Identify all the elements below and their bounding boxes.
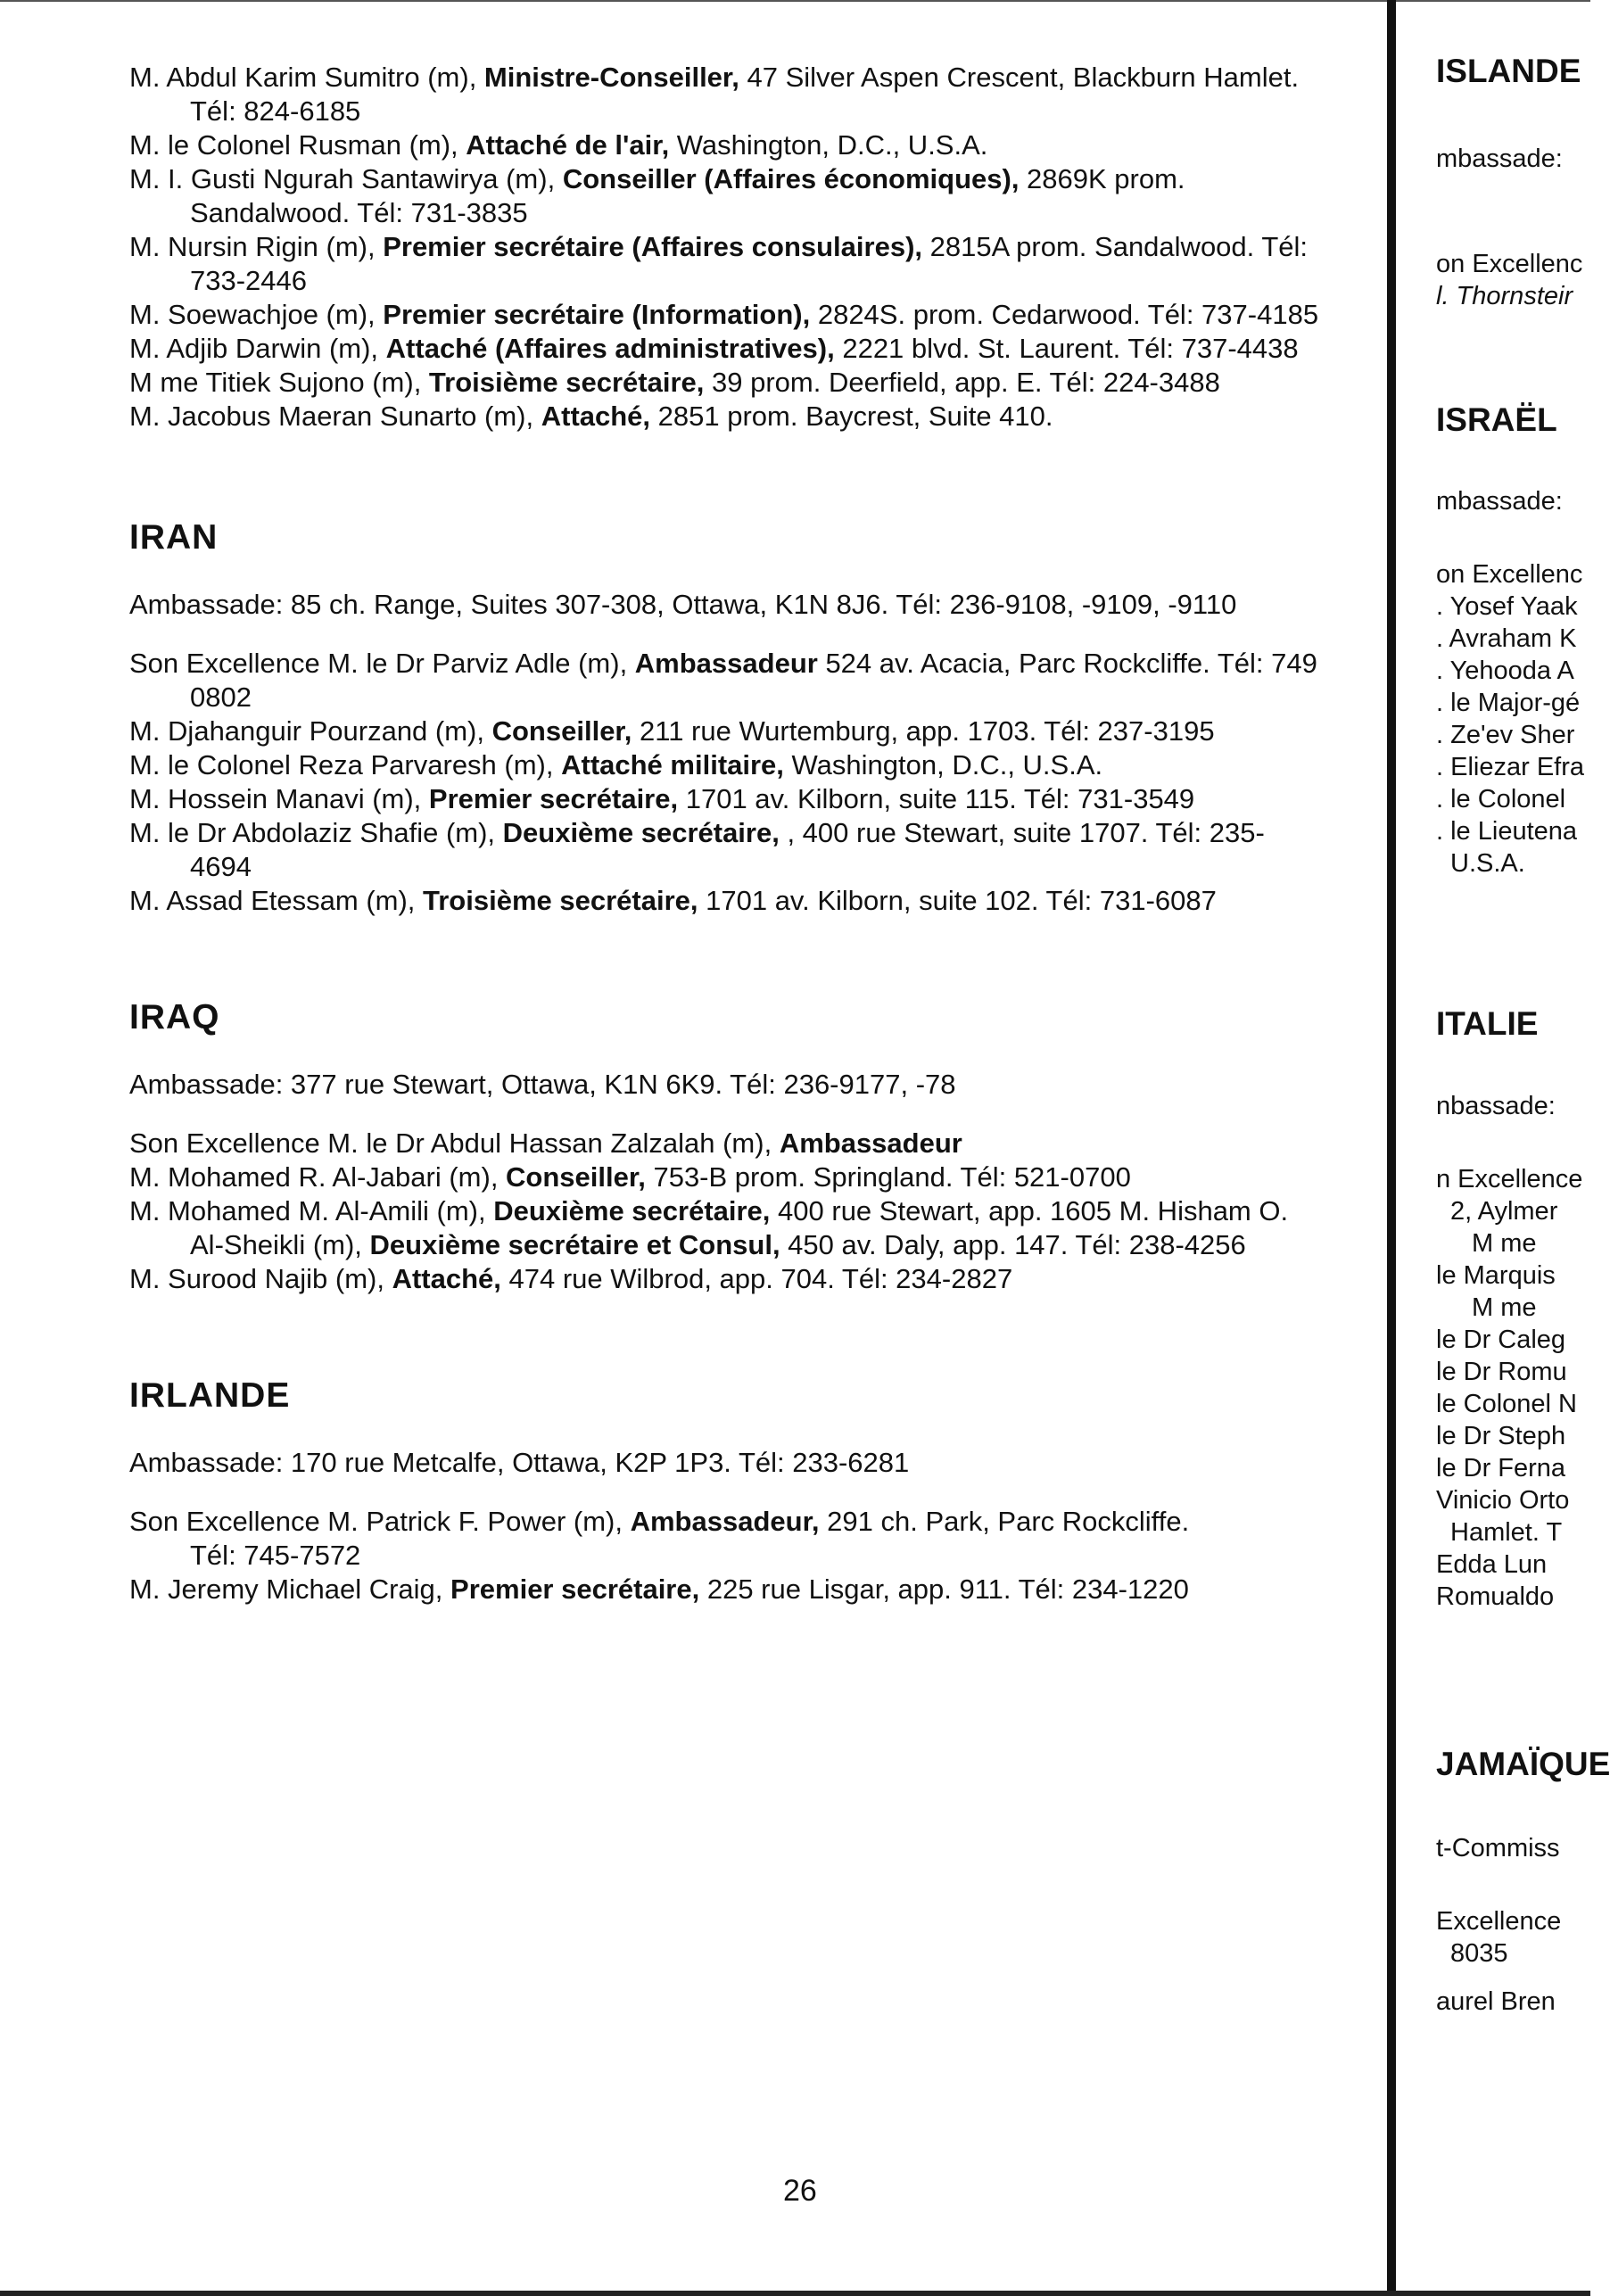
entry-text: 753-B prom. Springland. Tél: 521-0700 [645, 1161, 1131, 1193]
page-number: 26 [783, 2174, 817, 2208]
fragment-line: Excellence [1436, 1907, 1562, 1936]
directory-entry-line [129, 1505, 1396, 1539]
entry-text: 4694 [190, 851, 252, 882]
entry-text: M. Adjib Darwin (m), [129, 333, 386, 364]
fragment-line: Romualdo [1436, 1582, 1555, 1611]
entry-title: Troisième secrétaire, [428, 367, 705, 398]
fragment-line: n Excellence [1436, 1165, 1583, 1193]
entries-list [129, 647, 1396, 918]
entry-title: Troisième secrétaire, [423, 885, 698, 916]
entry-text: M. le Dr Abdolaziz Shafie (m), [129, 817, 503, 848]
directory-entry-line [129, 782, 1396, 816]
entry-title: Conseiller (Affaires économiques), [562, 163, 1020, 194]
entry-text: M. Djahanguir Pourzand (m), [129, 715, 492, 747]
directory-entry-line [129, 196, 1396, 230]
entry-text: Son Excellence M. le Dr Parviz Adle (m), [129, 648, 635, 679]
entry-text: Al-Sheikli (m), [190, 1229, 370, 1260]
directory-entry-line [129, 1228, 1396, 1262]
entry-title: Deuxième secrétaire, [493, 1195, 771, 1226]
bottom-border [0, 2291, 1590, 2296]
fragment-line: Hamlet. T [1450, 1518, 1563, 1547]
directory-entry-line [129, 1573, 1396, 1606]
entry-text: 2851 prom. Baycrest, Suite 410. [650, 401, 1053, 432]
entry-text: 474 rue Wilbrod, app. 704. Tél: 234-2827 [500, 1263, 1013, 1294]
section-iran [129, 518, 1396, 918]
entry-text: M. Mohamed M. Al-Amili (m), [129, 1195, 494, 1226]
fragment-line: . Ze'ev Sher [1436, 721, 1575, 749]
entry-text: Washington, D.C., U.S.A. [669, 129, 988, 161]
entry-text: M. Hossein Manavi (m), [129, 783, 429, 814]
heading-islande: ISLANDE [1436, 53, 1581, 89]
section-irlande [129, 1376, 1396, 1606]
entry-text: 291 ch. Park, Parc Rockcliffe. [819, 1506, 1190, 1537]
entry-text: Tél: 745-7572 [190, 1540, 361, 1571]
ambassade-line: Ambassade: 377 rue Stewart, Ottawa, K1N 6K9. Tél: 236-9177, -78 [129, 1069, 956, 1100]
entry-text: 2815A prom. Sandalwood. Tél: [922, 231, 1309, 262]
entry-text: 47 Silver Aspen Crescent, Blackburn Hamlet. [739, 62, 1300, 93]
entry-title: Conseiller, [491, 715, 632, 747]
fragment-line: t-Commiss [1436, 1834, 1560, 1862]
fragment-line: . le Lieutena [1436, 817, 1578, 846]
entry-title: Deuxième secrétaire et Consul, [369, 1229, 780, 1260]
entry-text: Sandalwood. Tél: 731-3835 [190, 197, 528, 228]
entry-title: Attaché de l'air, [466, 129, 670, 161]
left-column [129, 61, 1396, 1606]
ambassade-line: Ambassade: 170 rue Metcalfe, Ottawa, K2P 1P3. Tél: 233-6281 [129, 1447, 910, 1478]
entry-title: Attaché (Affaires administratives), [385, 333, 835, 364]
top-border [0, 0, 1590, 2]
fragment-line: . Avraham K [1436, 624, 1577, 653]
entry-text: M. le Colonel Reza Parvaresh (m), [129, 749, 562, 780]
entry-text: Washington, D.C., U.S.A. [783, 749, 1103, 780]
ambassade-line: Ambassade: 85 ch. Range, Suites 307-308, Ottawa, K1N 8J6. Tél: 236-9108, -9109, -9110 [129, 589, 1237, 620]
entry-text: M. Nursin Rigin (m), [129, 231, 384, 262]
fragment-line: . le Colonel [1436, 785, 1566, 814]
entry-text: 524 av. Acacia, Parc Rockcliffe. Tél: 749 [817, 648, 1317, 679]
entry-title: Ambassadeur [634, 648, 818, 679]
directory-entry-line [129, 298, 1396, 332]
entry-text: Tél: 824-6185 [190, 95, 361, 127]
entry-text: , 400 rue Stewart, suite 1707. Tél: 235- [779, 817, 1265, 848]
fragment-line: 2, Aylmer [1450, 1197, 1558, 1226]
directory-entry-line [129, 647, 1396, 681]
fragment-line: M me [1472, 1293, 1537, 1322]
directory-entry-line [129, 1194, 1396, 1228]
fragment-line: 8035 [1450, 1939, 1508, 1968]
entry-text: 2869K prom. [1019, 163, 1185, 194]
entry-title: Premier secrétaire, [428, 783, 679, 814]
entry-text: M. Assad Etessam (m), [129, 885, 424, 916]
adjacent-page-fragment [1418, 0, 1610, 2296]
heading-italie: ITALIE [1436, 1005, 1539, 1042]
entry-text: M. Jeremy Michael Craig, [129, 1573, 451, 1605]
directory-entry-line [129, 366, 1396, 400]
entries-list [129, 1505, 1396, 1606]
entry-title: Attaché militaire, [561, 749, 784, 780]
entry-text: M. le Colonel Rusman (m), [129, 129, 466, 161]
fragment-line: le Dr Romu [1436, 1358, 1567, 1386]
entry-text: M me Titiek Sujono (m), [129, 367, 429, 398]
section-iraq [129, 998, 1396, 1296]
fragment-line: M me [1472, 1229, 1537, 1258]
fragment-line: le Colonel N [1436, 1390, 1577, 1418]
entry-title: Conseiller, [506, 1161, 646, 1193]
entry-text: M. Soewachjoe (m), [129, 299, 384, 330]
fragment-line: mbassade: [1436, 487, 1563, 516]
entry-text: 39 prom. Deerfield, app. E. Tél: 224-3488 [704, 367, 1220, 398]
entry-title: Premier secrétaire (Information), [383, 299, 811, 330]
entry-text: 2221 blvd. St. Laurent. Tél: 737-4438 [834, 333, 1299, 364]
entry-title: Ambassadeur, [630, 1506, 820, 1537]
entry-text: M. Surood Najib (m), [129, 1263, 392, 1294]
directory-entry-line [129, 1127, 1396, 1160]
fragment-line: . Eliezar Efra [1436, 753, 1584, 781]
fragment-line: . Yehooda A [1436, 657, 1574, 685]
fragment-line: le Marquis [1436, 1261, 1556, 1290]
section-heading-iran: IRAN [129, 518, 219, 557]
section-heading-iraq: IRAQ [129, 998, 220, 1037]
directory-entry-line [129, 264, 1396, 298]
entry-text: 1701 av. Kilborn, suite 115. Tél: 731-3549 [678, 783, 1195, 814]
directory-entry-line [129, 128, 1396, 162]
directory-entry-line [129, 1539, 1396, 1573]
entry-text: M. Jacobus Maeran Sunarto (m), [129, 401, 541, 432]
fragment-line: l. Thornsteir [1436, 282, 1573, 310]
entry-title: Premier secrétaire, [450, 1573, 700, 1605]
entry-title: Deuxième secrétaire, [502, 817, 780, 848]
directory-entry-line [129, 162, 1396, 196]
fragment-line: on Excellenc [1436, 560, 1583, 589]
fragment-line: Edda Lun [1436, 1550, 1548, 1579]
entries-list [129, 1127, 1396, 1296]
directory-entry-line [129, 816, 1396, 850]
directory-entry-line [129, 1262, 1396, 1296]
entry-text: 733-2446 [190, 265, 308, 296]
entry-text: 1701 av. Kilborn, suite 102. Tél: 731-6087 [698, 885, 1217, 916]
directory-entry-line [129, 95, 1396, 128]
directory-entry-line [129, 714, 1396, 748]
directory-entry-line [129, 61, 1396, 95]
entry-text: M. Abdul Karim Sumitro (m), [129, 62, 484, 93]
entry-text: 400 rue Stewart, app. 1605 M. Hisham O. [770, 1195, 1289, 1226]
entry-text: M. I. Gusti Ngurah Santawirya (m), [129, 163, 563, 194]
directory-entry-line [129, 748, 1396, 782]
entry-text: Son Excellence M. Patrick F. Power (m), [129, 1506, 631, 1537]
indonesia-continued-block [129, 61, 1396, 434]
directory-entry-line [129, 850, 1396, 884]
entry-text: 450 av. Daly, app. 147. Tél: 238-4256 [780, 1229, 1246, 1260]
heading-jamaique: JAMAÏQUE [1436, 1746, 1610, 1782]
entry-title: Premier secrétaire (Affaires consulaires), [383, 231, 923, 262]
entry-text: Son Excellence M. le Dr Abdul Hassan Zalzalah (m), [129, 1127, 780, 1159]
fragment-line: U.S.A. [1450, 849, 1525, 878]
entry-text: 211 rue Wurtemburg, app. 1703. Tél: 237-3195 [632, 715, 1215, 747]
entry-title: Ambassadeur [779, 1127, 962, 1159]
fragment-line: aurel Bren [1436, 1987, 1556, 2016]
directory-entry-line [129, 332, 1396, 366]
fragment-line: le Dr Steph [1436, 1422, 1566, 1450]
entry-title: Attaché, [392, 1263, 501, 1294]
fragment-line: . Yosef Yaak [1436, 592, 1578, 621]
fragment-line: nbassade: [1436, 1092, 1556, 1120]
fragment-line: le Dr Ferna [1436, 1454, 1566, 1482]
heading-israel: ISRAËL [1436, 401, 1557, 438]
section-heading-irlande: IRLANDE [129, 1376, 291, 1415]
directory-entry-line [129, 230, 1396, 264]
entry-text: 0802 [190, 681, 252, 713]
entry-title: Ministre-Conseiller, [483, 62, 739, 93]
directory-entry-line [129, 884, 1396, 918]
entry-title: Attaché, [541, 401, 651, 432]
entry-text: M. Mohamed R. Al-Jabari (m), [129, 1161, 507, 1193]
fragment-line: mbassade: [1436, 145, 1563, 173]
entry-text: 225 rue Lisgar, app. 911. Tél: 234-1220 [699, 1573, 1189, 1605]
directory-entry-line [129, 400, 1396, 434]
binding-rule [1387, 0, 1396, 2296]
fragment-line: . le Major-gé [1436, 689, 1581, 717]
directory-entry-line [129, 681, 1396, 714]
fragment-line: on Excellenc [1436, 250, 1583, 278]
fragment-line: Vinicio Orto [1436, 1486, 1570, 1515]
fragment-line: le Dr Caleg [1436, 1326, 1566, 1354]
directory-entry-line [129, 1160, 1396, 1194]
entry-text: 2824S. prom. Cedarwood. Tél: 737-4185 [810, 299, 1319, 330]
